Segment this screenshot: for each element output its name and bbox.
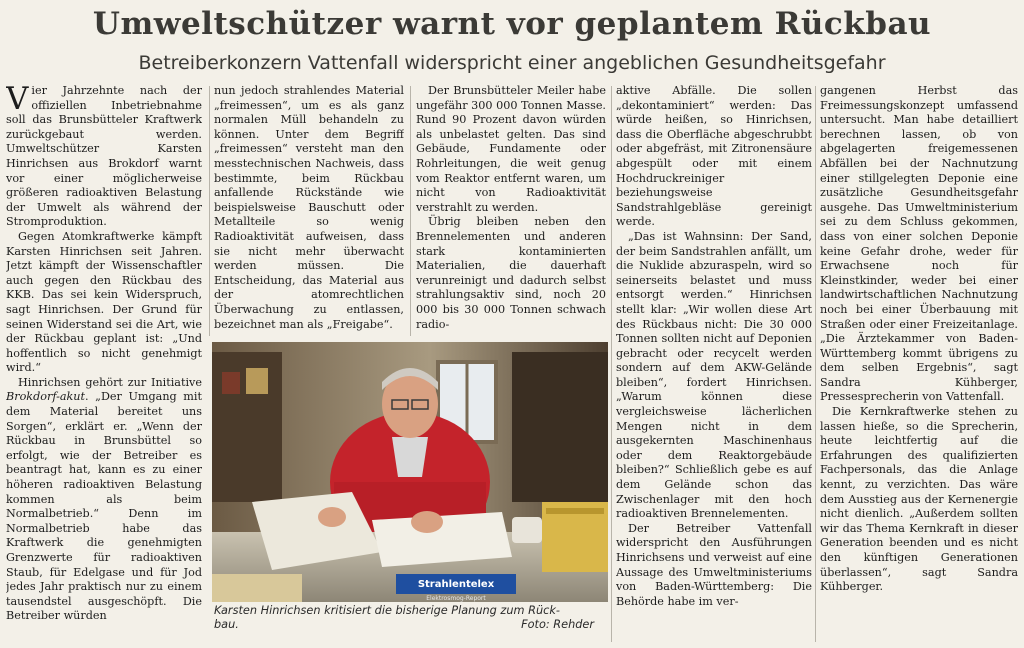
- newspaper-sublabel: Elektrosmog-Report: [426, 595, 486, 602]
- paragraph: Der Betreiber Vattenfall widerspricht den Ausführungen Hinrichsens und verweist auf eine Aussage des Umweltministeriums von Baden-Württemberg: Die Behörde habe im ver-: [616, 521, 812, 608]
- column-rule: [611, 86, 612, 642]
- caption-line-2: bau.: [214, 618, 239, 631]
- column-rule: [815, 86, 816, 642]
- paragraph: Gegen Atomkraftwerke kämpft Karsten Hinrichsen seit Jahren. Jetzt kämpft der Wissenschaftler auch gegen den Rückbau des KKB. Das sei kein Widerspruch, sagt Hinrichsen. Der Grund für seinen Widerstand sei die Art, wie der Rückbau geplant ist: „Und hoffentlich so nicht genehmigt wird.“: [6, 229, 202, 375]
- paragraph: Hinrichsen gehört zur Initiative Brokdorf-akut. „Der Umgang mit dem Material bereitet uns Sorgen“, erklärt er. „Wenn der Rückbau in Brunsbüttel so erfolgt, wie der Betreiber es beantragt hat, kann es zu einer höheren radioaktiven Belastung kommen als beim Normalbetrieb.“ Denn im Normalbetrieb habe das Kraftwerk die genehmigten Grenzwerte für radioaktiven Staub, für Edelgase und für Jod jedes Jahr praktisch nur zu einem tausendstel ausgeschöpft. Die Betreiber würden: [6, 375, 202, 623]
- column-5: [820, 84, 1018, 644]
- column-3: [416, 84, 606, 334]
- photo-caption: [214, 604, 594, 632]
- column-rule: [209, 86, 210, 336]
- photo-credit: Foto: Rehder: [521, 618, 594, 631]
- paragraph: Die Kernkraftwerke stehen zu lassen hieße, so die Sprecherin, heute leichtfertig auf die Erfahrungen des qualifizierten Fachpersonals, das die Anlage kennt, zu verzichten. Das wäre dem Ausstieg aus der Kernenergie nicht dienlich. „Außerdem sollten wir das Thema Kernkraft in dieser Generation beenden und es nicht den künftigen Generationen überlassen“, sagt Sandra Kühberger.: [820, 405, 1018, 594]
- initiative-name: Brokdorf-akut: [6, 390, 86, 404]
- paragraph: Vier Jahrzehnte nach der offiziellen Inbetriebnahme soll das Brunsbütteler Kraftwerk zurückgebaut werden. Umweltschützer Karsten Hinrichsen aus Brokdorf warnt vor einer möglicherweise größeren radioaktiven Belastung der Umwelt als während der Stromproduktion.: [6, 84, 202, 229]
- paragraph: Übrig bleiben neben den Brennelementen und anderen stark kontaminierten Materialien, die dauerhaft verunreinigt und dadurch selbst strahlungsaktiv sind, noch 20 000 bis 30 000 Tonnen schwach radio-: [416, 215, 606, 331]
- newspaper-label: Strahlentelex: [417, 579, 495, 590]
- paragraph: „Das ist Wahnsinn: Der Sand, der beim Sandstrahlen anfällt, um die Nuklide abzuraspeln, wird so seinerseits belastet und muss entsorgt werden.“ Hinrichsen stellt klar: „Wir wollen diese Art des Rückbaus nicht: Die 30 000 Tonnen sollten nicht auf Deponien gebracht oder recycelt werden sondern auf dem AKW-Gelände bleiben“, fordert Hinrichsen. „Warum können diese vergleichsweise lächerlichen Mengen nicht in dem ausgekernten Maschinenhaus oder dem Reaktorgebäude bleiben?“ Schließlich gebe es auf dem Gelände schon das Zwischenlager mit den hoch radioaktiven Brennelementen.: [616, 229, 812, 521]
- column-rule: [410, 86, 411, 336]
- article-photo: [212, 342, 608, 602]
- column-2: [214, 84, 404, 334]
- column-1: [6, 84, 202, 644]
- paragraph: Der Brunsbütteler Meiler habe ungefähr 300 000 Tonnen Masse. Rund 90 Prozent davon würden als unbelastet gelten. Das sind Gebäude, Fundamente oder Rohrleitungen, die weit genug vom Reaktor entfernt waren, um nicht von Radioaktivität verstrahlt zu werden.: [416, 84, 606, 214]
- paragraph: aktive Abfälle. Die sollen „dekontaminiert“ werden: Das würde heißen, so Hinrichsen, dass die Oberfläche abgeschrubbt oder abgefräst, mit Zitronensäure abgespült oder mit einem Hochdruckreiniger beziehungsweise Sandstrahlgebläse gereinigt werde.: [616, 84, 812, 229]
- subheadline: Betreiberkonzern Vattenfall widerspricht einer angeblichen Gesundheitsgefahr: [138, 52, 886, 74]
- headline: Umweltschützer warnt vor geplantem Rückbau: [92, 6, 932, 42]
- column-4: [616, 84, 812, 644]
- paragraph: nun jedoch strahlendes Material „freimessen“, um es als ganz normalen Müll behandeln zu können. Unter dem Begriff „freimessen“ versteht man den messtechnischen Nachweis, dass bestimmte, beim Rückbau anfallende Rückstände wie beispielsweise Bauschutt oder Metallteile so wenig Radioaktivität aufweisen, dass sie nicht mehr überwacht werden müssen. Die Entscheidung, das Material aus der atomrechtlichen Überwachung zu entlassen, bezeichnet man als „Freigabe“.: [214, 84, 404, 331]
- paragraph: gangenen Herbst das Freimessungskonzept umfassend untersucht. Man habe detailliert berechnen lassen, ob von abgelagerten freigemessenen Abfällen bei der Nachnutzung einer stillgelegten Deponie eine zusätzliche Gesundheitsgefahr ausgehe. Das Umweltministerium sei zu dem Schluss gekommen, dass von einer solchen Deponie keine Gefahr drohe, weder für Erwachsene noch für Kleinstkinder, weder bei einer landwirtschaftlichen Nachnutzung noch bei einer Überbauung mit Straßen oder einer Freizeitanlage. „Die Ärztekammer von Baden-Württemberg kommt übrigens zu dem selben Ergebnis“, sagt Sandra Kühberger, Pressesprecherin von Vattenfall.: [820, 84, 1018, 404]
- photo-illustration: [212, 342, 608, 602]
- drop-cap: V: [6, 84, 29, 117]
- caption-line-1: Karsten Hinrichsen kritisiert die bisherige Planung zum Rück-: [214, 604, 560, 617]
